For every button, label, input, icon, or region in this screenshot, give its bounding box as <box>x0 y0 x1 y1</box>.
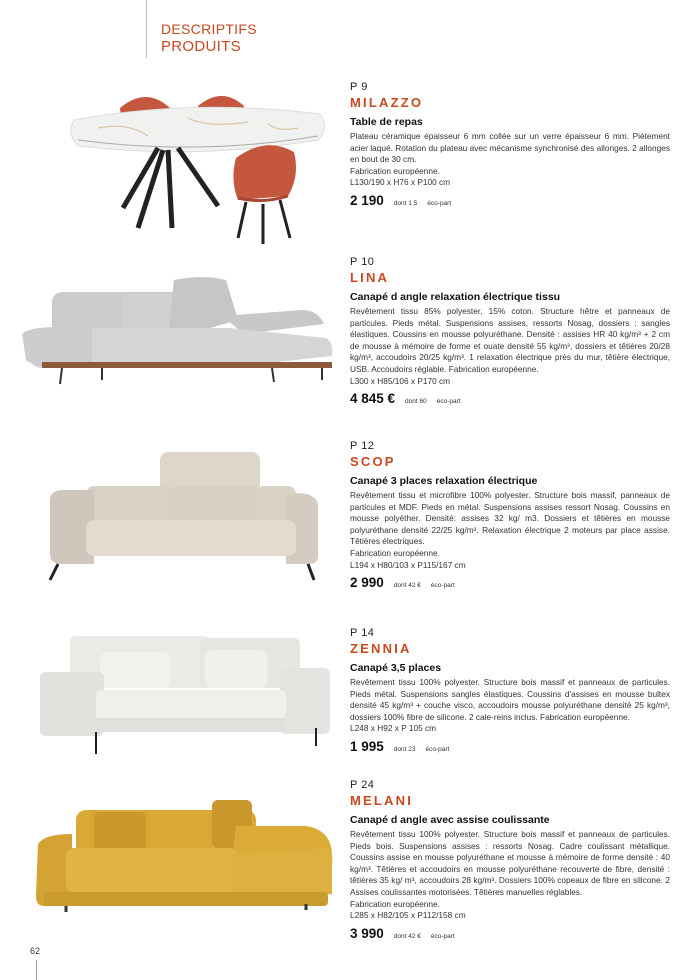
product-name: MELANI <box>350 793 414 808</box>
price-row <box>350 575 670 590</box>
product-dimensions: L194 x H80/103 x P115/167 cm <box>350 559 466 570</box>
product-price: 2 990 <box>350 575 384 591</box>
footer-divider-line <box>36 960 37 980</box>
product-name: SCOP <box>350 454 396 469</box>
eco-amount: dont 23 <box>393 745 416 753</box>
product-description <box>350 306 670 387</box>
product-page-ref: P 14 <box>350 627 375 639</box>
description-paragraph: Revêtement tissu 85% polyester, 15% coton. Structure hêtre et panneaux de particules. Pieds métal. Suspensions assises, ressorts Nosag, dossiers : sangles élastiques. Coussins en mousse polyuréthane. Densité : assises HR 40 kg/m³ + 2 cm de mousse à mémoire de forme et ouate densité 55 kg/m³, dossiers et têtières 20/28 kg/m³, accoudoirs 20/25 kg/m³. 1 relaxation électrique près du mur, têtière électrique, USB. Accoudoirs réglable. Fabrication européenne. <box>350 306 670 374</box>
product-dimensions: L130/190 x H76 x P100 cm <box>350 177 451 188</box>
product-title: Table de repas <box>350 116 423 128</box>
product-price: 3 990 <box>350 925 384 941</box>
description-paragraph: Plateau céramique épaisseur 6 mm collée sur un verre épaisseur 6 mm. Piètement acier laqué. Rotation du plateau avec mécanisme synchronisé des allonges. 2 allonges en bout de 30 cm. <box>350 131 670 165</box>
product-page-ref: P 10 <box>350 256 375 268</box>
eco-label: éco-part <box>425 745 450 753</box>
eco-amount: dont 42 € <box>393 932 421 940</box>
product-name: ZENNIA <box>350 641 412 656</box>
description-paragraph: Revêtement tissu 100% polyester. Structure bois massif et panneaux de particules. Pieds bois. Suspensions assises : ressorts Nosag. Cadre coulissant métallique. Coussins assise en mousse polyuréthane et mousse à mémoire de forme densité : 40 kg/m³. Têtières et accoudoirs en mousse polyuréthane recouverte de fibre, densité : têtières 35 kg/ m³, accoudoirs 28 kg/m³. Dossiers 100% copeaux de fibre en silicone. 2 Assises coulissantes motorisées. Têtières manuelles réglables. <box>350 829 670 897</box>
scop-sofa-image <box>46 448 326 588</box>
product-name: MILAZZO <box>350 95 424 110</box>
product-block-melani <box>350 779 670 941</box>
header-descriptifs: DESCRIPTIFS <box>161 21 257 37</box>
eco-amount: dont 60 <box>405 398 427 406</box>
product-name: LINA <box>350 270 390 285</box>
eco-participation <box>394 582 455 589</box>
description-paragraph: Fabrication européenne. <box>350 165 440 176</box>
product-title: Canapé d angle relaxation électrique tissu <box>350 291 561 303</box>
product-page-ref: P 24 <box>350 779 375 791</box>
page-header <box>161 20 257 56</box>
product-block-milazzo <box>350 81 670 208</box>
header-produits: PRODUITS <box>161 38 241 55</box>
product-title: Canapé d angle avec assise coulissante <box>350 814 550 826</box>
eco-participation <box>394 746 450 753</box>
product-price: 4 845 € <box>350 391 396 407</box>
price-row <box>350 926 670 941</box>
description-paragraph: Fabrication européenne. <box>350 547 440 558</box>
product-page-ref: P 9 <box>350 81 368 93</box>
product-description <box>350 829 670 922</box>
eco-label: éco-part <box>430 932 455 940</box>
price-row <box>350 193 670 208</box>
description-paragraph: Revêtement tissu 100% polyester. Structure bois massif et panneaux de particules. Pieds métal. Suspensions sangles élastiques. Coussins d'assises en mousse bultex densité 45 kg/m³ + couche visco, accoudoirs mousse polyuréthane densité 25 kg/m³, dossiers 100% fibre de silicone. 2 cale-reins inclus. Fabrication européenne. <box>350 677 670 722</box>
eco-participation <box>405 398 461 405</box>
product-description <box>350 677 670 735</box>
product-price: 1 995 <box>350 738 384 754</box>
eco-label: éco-part <box>430 582 455 590</box>
eco-label: éco-part <box>436 398 461 406</box>
product-dimensions: L300 x H85/106 x P170 cm <box>350 375 451 386</box>
description-paragraph: Fabrication européenne. <box>350 898 440 909</box>
header-divider-line <box>146 0 147 58</box>
product-title: Canapé 3,5 places <box>350 662 442 674</box>
page-number: 62 <box>30 946 41 956</box>
product-dimensions: L248 x H92 x P 105 cm <box>350 723 437 734</box>
product-block-zennia <box>350 627 670 754</box>
product-page-ref: P 12 <box>350 440 375 452</box>
product-price: 2 190 <box>350 192 384 208</box>
zennia-sofa-image <box>40 632 332 764</box>
product-dimensions: L285 x H82/105 x P112/158 cm <box>350 910 466 921</box>
product-block-lina <box>350 256 670 406</box>
eco-participation <box>394 933 455 940</box>
melani-sofa-image <box>36 796 336 922</box>
milazzo-table-image <box>68 78 328 248</box>
product-block-scop <box>350 440 670 590</box>
eco-label: éco-part <box>427 199 452 207</box>
lina-sofa-image <box>22 272 337 412</box>
price-row <box>350 391 670 406</box>
price-row <box>350 739 670 754</box>
eco-amount: dont 1 5 <box>393 199 418 207</box>
product-title: Canapé 3 places relaxation électrique <box>350 475 538 487</box>
product-description <box>350 490 670 571</box>
eco-amount: dont 42 € <box>393 582 421 590</box>
eco-participation <box>394 200 451 207</box>
description-paragraph: Revêtement tissu et microfibre 100% polyester. Structure bois massif, panneaux de particules et MDF. Pieds en métal. Suspensions assises ressort Nosag. Coussins en mousse polyéther. Densité: assises 32 kg/ m3. Dossiers et têtières en mousse polyuréthane densité 22/25 kg/m³. Relaxation électrique 2 moteurs par place assise. Têtières électriques. <box>350 490 670 547</box>
product-description <box>350 131 670 189</box>
